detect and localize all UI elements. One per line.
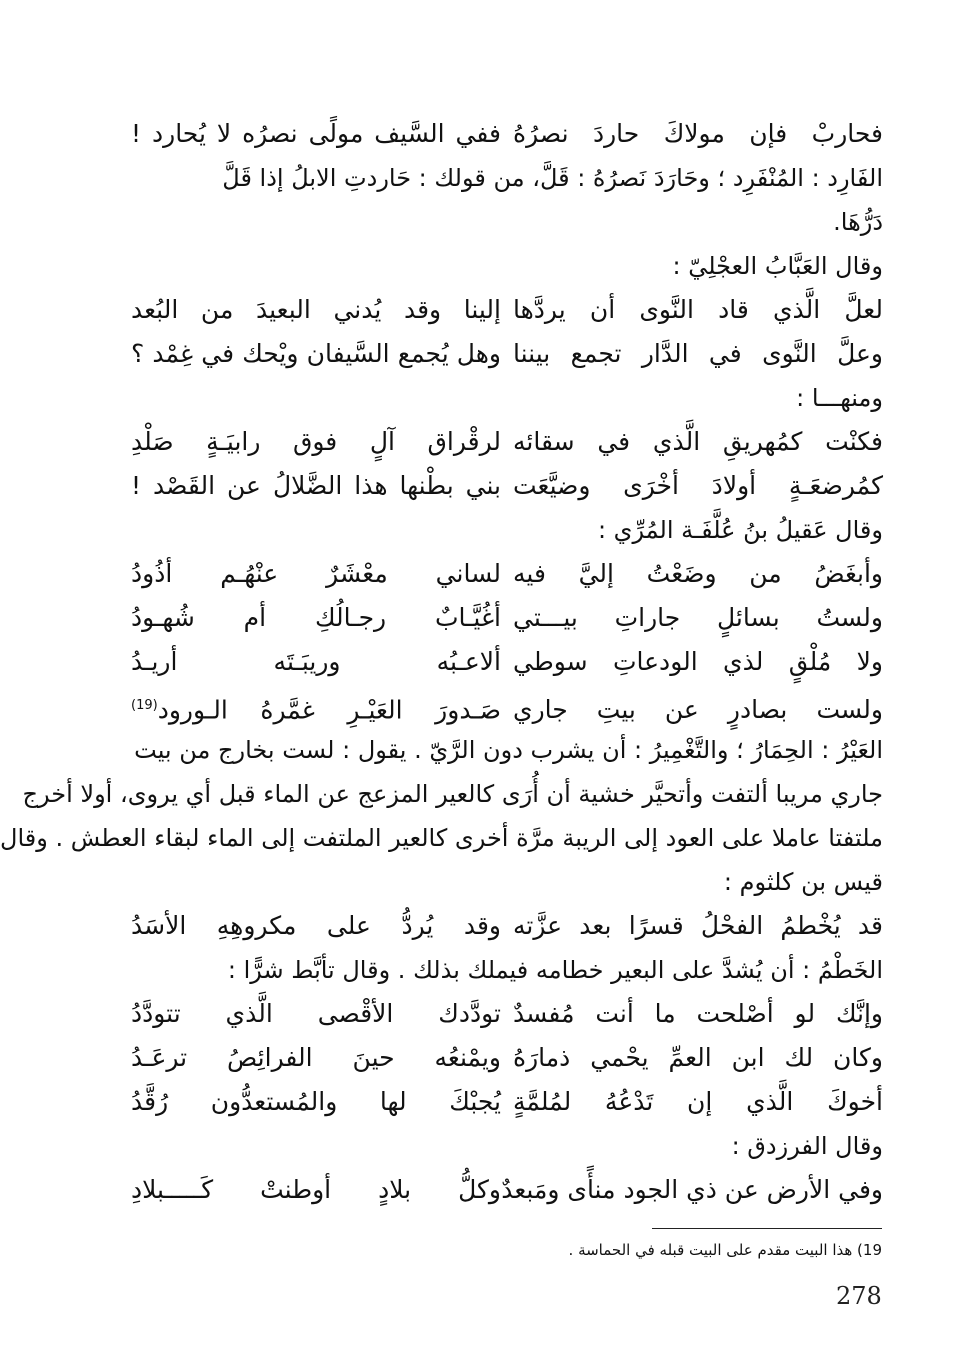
verse-line xyxy=(131,1080,883,1124)
verse-second-hemistich xyxy=(131,640,501,684)
footnote: 19) هذا البيت مقدم على البيت قبله في الحماسة . xyxy=(568,1241,882,1259)
poem-intro-line: ومنهـــا : xyxy=(796,384,883,412)
verse-second-text: ألاعـبُه وريبَـتَه أريـدُ xyxy=(131,647,501,676)
verse-first-hemistich: وإنَّك لو أصْلحت ما أنت مُفسدٌ xyxy=(513,999,883,1028)
verse-line xyxy=(131,552,883,596)
verse-line xyxy=(131,596,883,640)
prose-line: الفَارِد : المُنْفَرِد ؛ وحَارَدَ نَصرُهُ : قَلَّ، من قولك : حَاردتِ الابلُ إذا قَلَّ xyxy=(222,164,883,192)
verse-first-hemistich: فكنْت كمُهريقِ الَّذي في سقائه xyxy=(513,427,883,456)
verse-second-hemistich xyxy=(131,288,501,332)
verse-line xyxy=(131,1168,883,1212)
verse-second-text: تودَّدك الأقْصى الَّذي تتودَّدُ xyxy=(131,999,501,1028)
verse-line xyxy=(131,332,883,376)
prose-line: جاري مريبا ألتفت وأتحيَّر خشية أن أُرَى كالعير المزعج عن الماء قبل أي يروى، أولا أخرج xyxy=(22,780,883,808)
verse-line xyxy=(131,684,883,728)
verse-first-hemistich: قد يُخْطمُ الفحْلُ قسرًا بعد عزَّته xyxy=(513,911,883,940)
verse-line xyxy=(131,112,883,156)
verse-line xyxy=(131,904,883,948)
verse-second-text: ففي السَّيف مولًى نصرُه لا يُحارد ! xyxy=(131,119,501,148)
verse-line xyxy=(131,640,883,684)
verse-second-text: يُجبْكَ لها والمُستعدُّون رُقَّدُ xyxy=(131,1087,501,1116)
verse-first-hemistich: ولستُ بسائلٍ جاراتِ بيـــتي xyxy=(513,603,883,632)
page-body xyxy=(0,112,883,1212)
verse-first-hemistich: فحاربْ فإن مولاكَ حاردَ نصرُهُ xyxy=(513,119,883,148)
verse-line xyxy=(131,992,883,1036)
verse-second-hemistich xyxy=(131,992,501,1036)
verse-second-hemistich xyxy=(131,904,501,948)
verse-first-hemistich: وفي الأرض عن ذي الجود منأًى ومَبعدٌ xyxy=(501,1175,883,1204)
verse-first-hemistich: ولست بصادرٍ عن بيتِ جاري xyxy=(513,695,883,725)
poem-intro-line: قيس بن كلثوم : xyxy=(723,868,883,896)
verse-second-hemistich xyxy=(131,420,501,464)
verse-second-text: صَـدورَ العَيْـرِ غمَّرهُ الـورود xyxy=(157,695,501,725)
verse-first-hemistich: وأبغَضُ من وضَعْتُ إليَّ فيه xyxy=(513,559,883,588)
verse-first-hemistich: ولا مُلْقٍ لذي الودعاتِ سوطي xyxy=(513,647,883,676)
verse-second-text: وهل يُجمع السَّيفان ويْحك في غِمْد ؟ xyxy=(131,339,501,368)
verse-first-hemistich: أخوكَ الَّذي إن تَدْعُهُ لمُلمَّةٍ xyxy=(513,1087,883,1116)
verse-second-hemistich xyxy=(131,596,501,640)
verse-second-text: لساني معْشَرٌ عنْهُـم أذُودُ xyxy=(131,559,501,588)
verse-second-text: لرقْراق آلٍ فوق رابيَـةٍ صَلْدِ xyxy=(131,427,501,456)
poem-intro-line: وقال العَبَّابُ العجْلِيّ : xyxy=(672,252,883,280)
verse-second-text: إلينا وقد يُدني البعيدَ من البُعد xyxy=(131,295,501,324)
prose-line: الخَطْمُ : أن يُشدَّ على البعير خطامه فيملك بذلك . وقال تأبَّط شرًّا : xyxy=(227,956,883,984)
verse-second-hemistich xyxy=(131,1036,501,1080)
verse-line xyxy=(131,1036,883,1080)
verse-second-text: بني بطْنها هذا الضَّلالُ عن القَصْد ! xyxy=(131,471,501,500)
verse-second-hemistich xyxy=(131,1168,501,1212)
verse-second-hemistich xyxy=(131,684,501,732)
verse-second-hemistich xyxy=(131,112,501,156)
verse-first-hemistich: وكان لك ابن العمِّ يحْمي ذمارَهُ xyxy=(513,1043,883,1072)
verse-second-hemistich xyxy=(131,464,501,508)
verse-first-hemistich: وعلَّ النَّوى في الدَّار تجمع بيننا xyxy=(513,339,883,368)
prose-line: ملتفتا عاملا على العود إلى الريبة مرَّة أخرى كالعير الملتفت إلى الماء لبقاء العطش . وقال xyxy=(0,824,883,852)
prose-line: دَرُّهَا. xyxy=(833,208,883,236)
verse-line xyxy=(131,288,883,332)
verse-line xyxy=(131,464,883,508)
prose-line: العَيْرُ : الحِمَارُ ؛ والتَّغْمِيرُ : أن يشرب دون الرَّيّ . يقول : لست بخارج من بيت xyxy=(134,736,883,764)
footnote-rule xyxy=(652,1228,882,1229)
verse-second-hemistich xyxy=(131,1080,501,1124)
verse-first-hemistich: لعلَّ الَّذي قاد النَّوى أن يردَّها xyxy=(513,295,883,324)
poem-intro-line: وقال عَقيلُ بنُ عُلَّفَـة المُرِّي : xyxy=(597,516,883,544)
verse-second-hemistich xyxy=(131,552,501,596)
poem-intro-line: وقال الفرزدق : xyxy=(731,1132,883,1160)
verse-second-hemistich xyxy=(131,332,501,376)
verse-second-text: ويمْنعُه حينَ الفرائِصُ ترعَـدُ xyxy=(131,1043,501,1072)
footnote-marker: (19) xyxy=(131,698,158,713)
verse-first-hemistich: كمُرضعَـةٍ أولادَ أخْرَى وضيَّعَت xyxy=(513,471,883,500)
verse-line xyxy=(131,420,883,464)
page-number: 278 xyxy=(836,1282,882,1310)
verse-second-text: وقد يُردُّ على مكروهِهِ الأسَدُ xyxy=(131,911,501,940)
verse-second-text: وكلُّ بلادٍ أوطنتْ كَـــــبلادِ xyxy=(131,1175,501,1204)
verse-second-text: أغُيَّـابٌ رجـالُكِ أم شُهـودُ xyxy=(131,603,501,632)
